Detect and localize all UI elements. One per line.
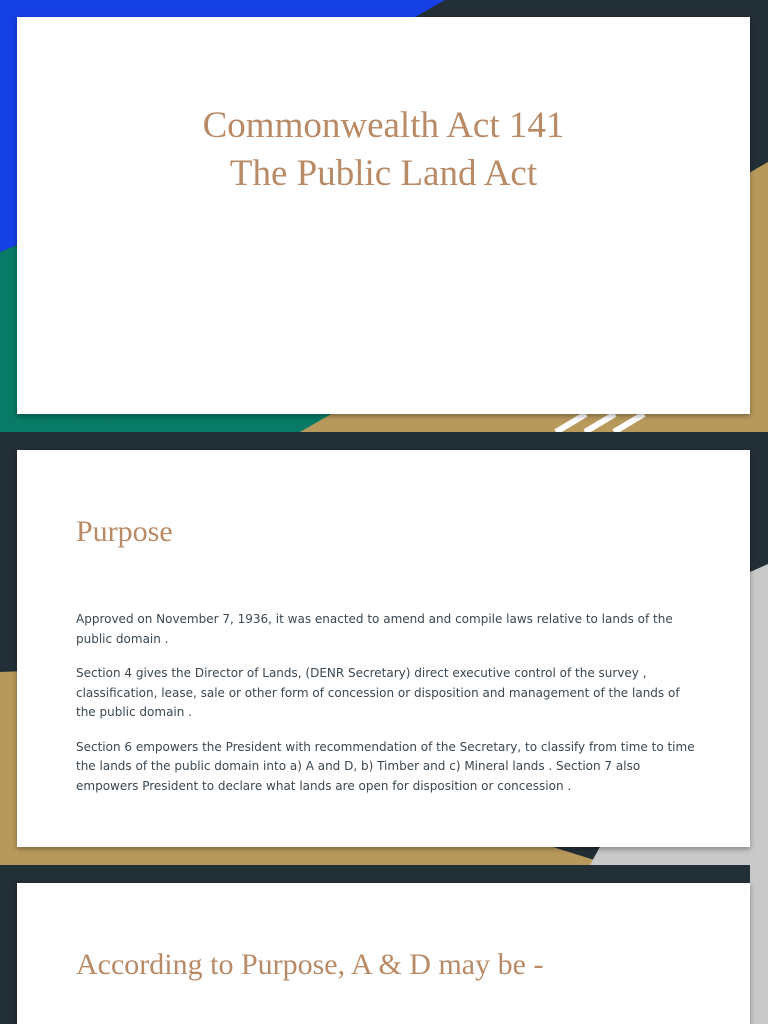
classification-card	[17, 883, 750, 1024]
slide-title-line-2: The Public Land Act	[229, 153, 538, 194]
classification-slide	[0, 865, 768, 1024]
purpose-slide	[0, 432, 768, 865]
classification-heading: According to Purpose, A & D may be -	[76, 948, 544, 981]
purpose-paragraph: Section 6 empowers the President with recommendation of the Secretary, to classify from time to time the lands of the public domain into a) A and D, b) Timber and c) Mineral lands . Section 7 also empowers President to declare what lands are open for disposition or concession .	[76, 739, 695, 793]
purpose-heading: Purpose	[76, 515, 173, 548]
slide-title-line-1: Commonwealth Act 141	[202, 105, 565, 146]
title-card	[17, 17, 750, 414]
purpose-card	[17, 450, 750, 847]
purpose-paragraph: Approved on November 7, 1936, it was enacted to amend and compile laws relative to lands of the public domain .	[76, 612, 673, 646]
title-slide	[0, 0, 768, 432]
purpose-paragraph: Section 4 gives the Director of Lands, (DENR Secretary) direct executive control of the survey , classification, lease, sale or other form of concession or disposition and management of the lands of the public domain .	[76, 666, 680, 719]
purpose-body	[76, 610, 696, 811]
